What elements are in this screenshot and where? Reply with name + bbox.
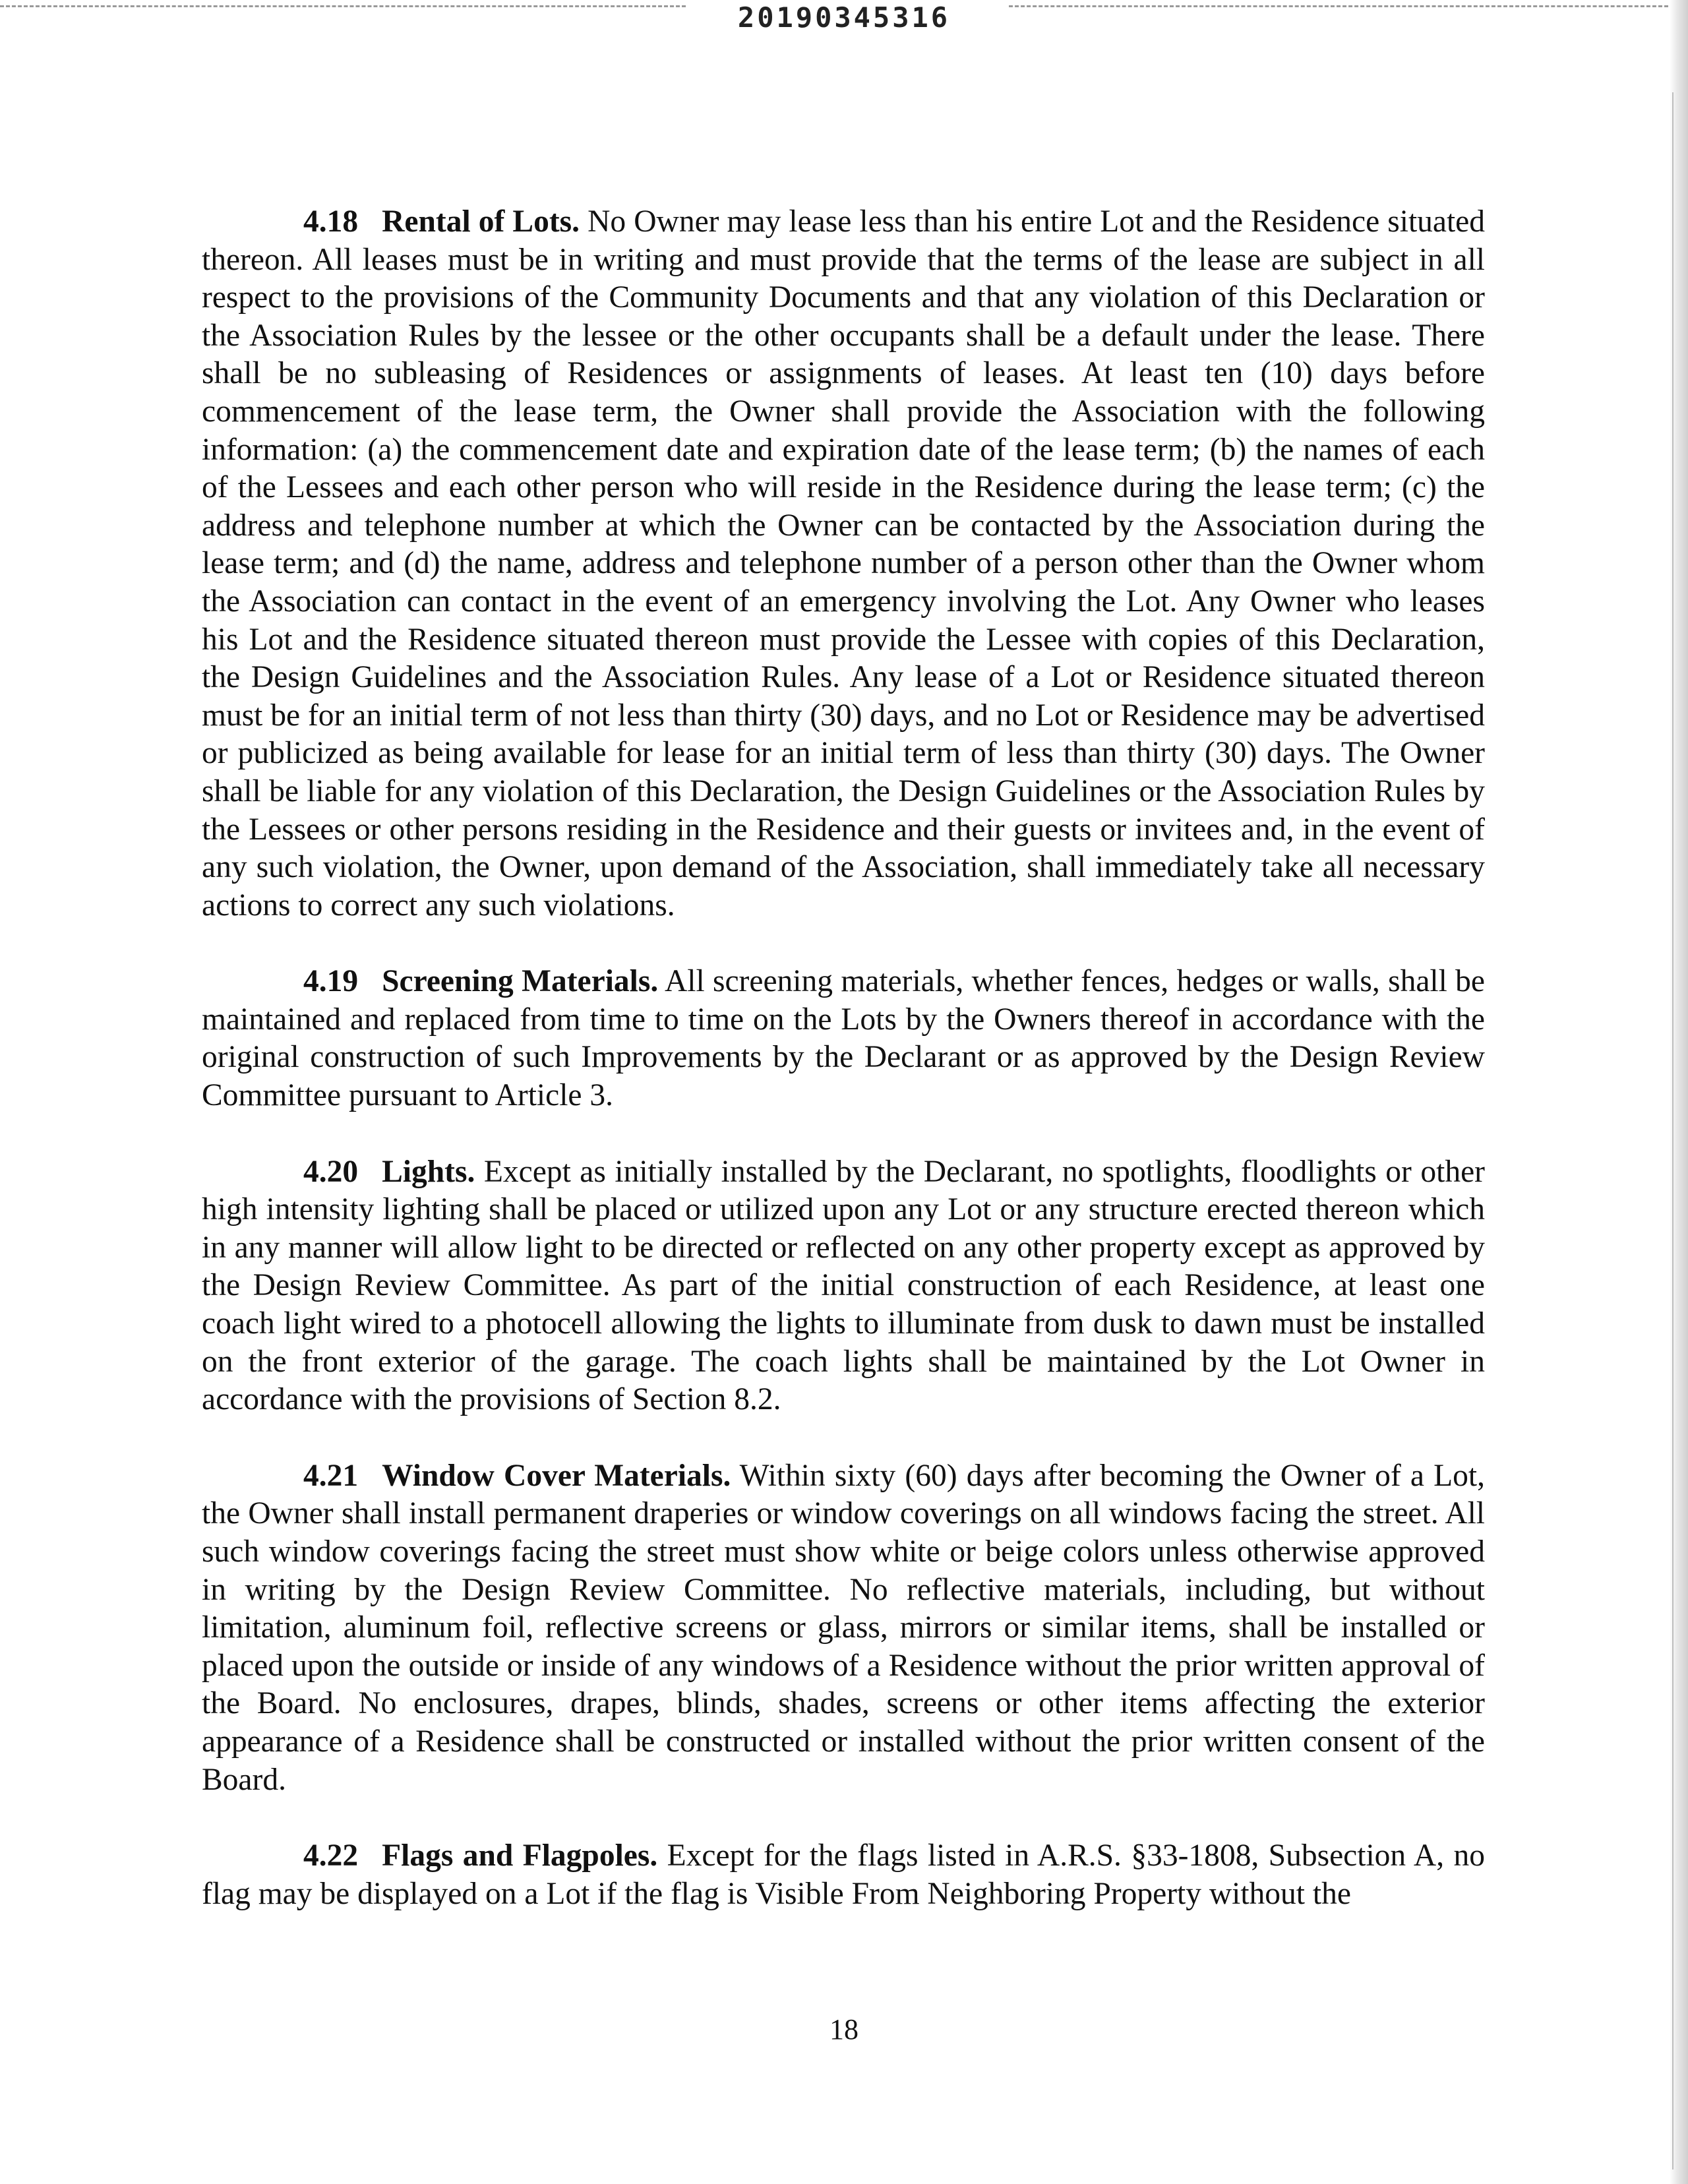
section-number: 4.19 [303,964,359,999]
page-number: 18 [829,2013,859,2046]
section-4-22 [202,1837,1485,1913]
section-title: Flags and Flagpoles. [382,1838,658,1873]
section-title: Lights. [382,1154,475,1189]
section-4-18 [202,203,1485,925]
section-number: 4.21 [303,1458,359,1493]
section-title: Rental of Lots. [382,204,580,239]
section-number: 4.20 [303,1154,359,1189]
section-text: Within sixty (60) days after becoming the Owner of a Lot, the Owner shall install permanent draperies or window coverings on all windows facing the street. All such window coverings facing the street must show white or beige colors unless otherwise approved in writing by the Design Review Committee. No reflective materials, including, but without limitation, aluminum foil, reflective screens or glass, mirrors or similar items, shall be installed or placed upon the outside or inside of any windows of a Residence without the prior written approval of the Board. No enclosures, drapes, blinds, shades, screens or other items affecting the exterior appearance of a Residence shall be constructed or installed without the prior written consent of the Board. [202,1458,1485,1797]
section-text: All screening materials, whether fences, hedges or walls, shall be maintained and replaced from time to time on the Lots by the Owners thereof in accordance with the original construction of such Improvements by the Declarant or as approved by the Design Review Committee pursuant to Article 3. [202,964,1485,1113]
section-4-21 [202,1457,1485,1799]
section-text: Except for the flags listed in A.R.S. §33-1808, Subsection A, no flag may be displayed on a Lot if the flag is Visible From Neighboring Property without the [202,1838,1485,1911]
section-4-19 [202,963,1485,1114]
section-text: No Owner may lease less than his entire Lot and the Residence situated thereon. All leases must be in writing and must provide that the terms of the lease are subject in all respect to the provisions of the Community Documents and that any violation of this Declaration or the Association Rules by the lessee or the other occupants shall be a default under the lease. There shall be no subleasing of Residences or assignments of leases. At least ten (10) days before commencement of the lease term, the Owner shall provide the Association with the following information: (a) the commencement date and expiration date of the lease term; (b) the names of each of the Lessees and each other person who will reside in the Residence during the lease term; (c) the address and telephone number at which the Owner can be contacted by the Association during the lease term; and (d) the name, address and telephone number of a person other than the Owner whom the Association can contact in the event of an emergency involving the Lot. Any Owner who leases his Lot and the Residence situated thereon must provide the Lessee with copies of this Declaration, the Design Guidelines and the Association Rules. Any lease of a Lot or Residence situated thereon must be for an initial term of not less than thirty (30) days, and no Lot or Residence may be advertised or publicized as being available for lease for an initial term of less than thirty (30) days. The Owner shall be liable for any violation of this Declaration, the Design Guidelines or the Association Rules by the Lessees or other persons residing in the Residence and their guests or invitees and, in the event of any such violation, the Owner, upon demand of the Association, shall immediately take all necessary actions to correct any such violations. [202,204,1486,923]
section-title: Window Cover Materials. [382,1458,731,1493]
document-body [202,203,1485,1951]
section-title: Screening Materials. [382,964,659,999]
document-number: 20190345316 [737,1,951,34]
section-text: Except as initially installed by the Declarant, no spotlights, floodlights or other high intensity lighting shall be placed or utilized upon any Lot or any structure erected thereon which in any manner will allow light to be directed or reflected on any other property except as approved by the Design Review Committee. As part of the initial construction of each Residence, at least one coach light wired to a photocell allowing the lights to illuminate from dusk to dawn must be installed on the front exterior of the garage. The coach lights shall be maintained by the Lot Owner in accordance with the provisions of Section 8.2. [202,1154,1485,1417]
section-number: 4.22 [303,1838,359,1873]
section-4-20 [202,1153,1485,1419]
section-number: 4.18 [303,204,359,239]
scan-edge-line [1672,92,1673,2169]
